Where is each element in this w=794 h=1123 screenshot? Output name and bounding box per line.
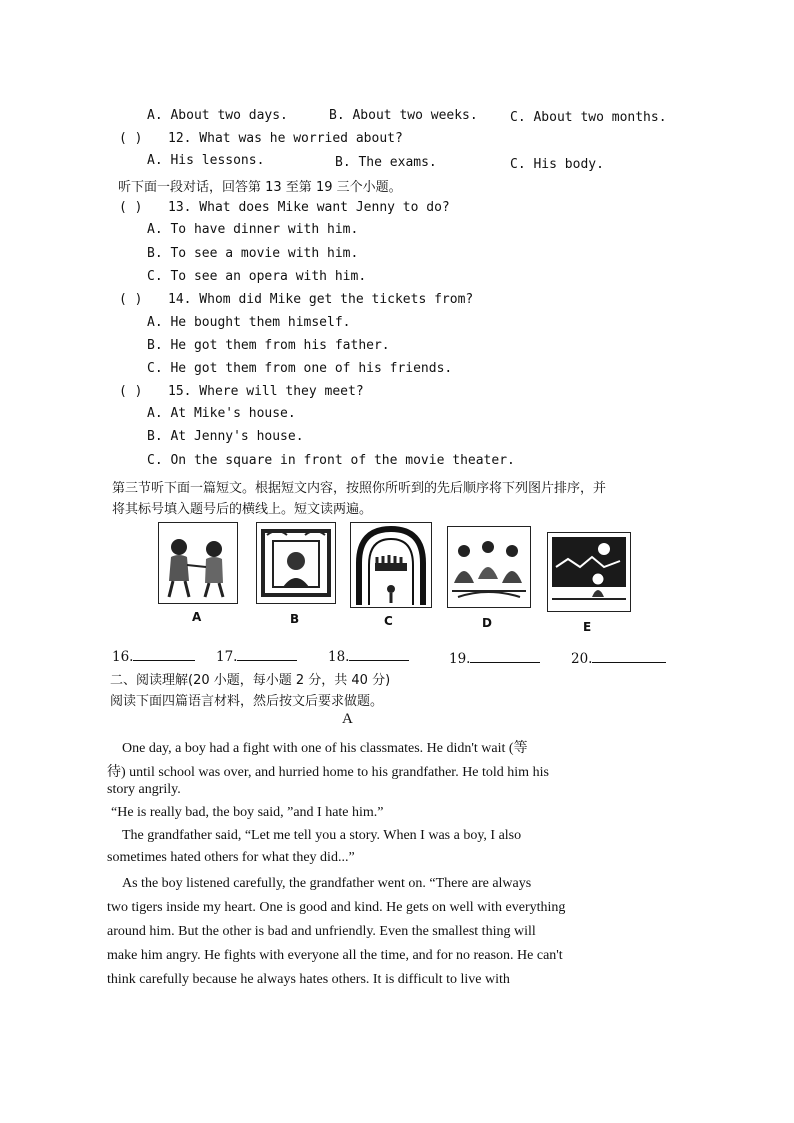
picture-label-d: D — [482, 616, 492, 630]
q11-option-a: A. About two days. — [147, 108, 288, 123]
q13-option-c: C. To see an opera with him. — [147, 269, 367, 284]
q12-option-b: B. The exams. — [335, 155, 437, 170]
q11-option-c: C. About two months. — [510, 110, 667, 125]
passage-line-9: around him. But the other is bad and unfriendly. Even the smallest thing will — [107, 924, 536, 939]
answer-19-blank[interactable] — [470, 650, 540, 663]
section3-instruction-line2: 将其标号填入题号后的横线上。短文读两遍。 — [112, 502, 373, 517]
passage-line-5: The grandfather said, “Let me tell you a story. When I was a boy, I also — [122, 828, 522, 843]
group-of-kids-picture — [447, 526, 531, 608]
answer-17-blank[interactable] — [237, 648, 297, 661]
night-scene-picture — [547, 532, 631, 612]
q14-answer-bracket[interactable]: ( ) — [119, 292, 143, 307]
framed-portrait-picture — [256, 522, 336, 604]
passage-line-3: story angrily. — [107, 782, 181, 797]
answer-20-number: 20. — [571, 651, 593, 667]
q14-option-b: B. He got them from his father. — [147, 338, 390, 353]
answer-16-number: 16. — [112, 649, 134, 665]
q13-question: 13. What does Mike want Jenny to do? — [168, 200, 450, 215]
answer-16-blank[interactable] — [133, 648, 195, 661]
q15-option-c: C. On the square in front of the movie theater. — [147, 453, 515, 468]
picture-label-a: A — [192, 610, 202, 624]
answer-19[interactable] — [449, 650, 540, 667]
q15-option-a: A. At Mike's house. — [147, 406, 296, 421]
q15-answer-bracket[interactable]: ( ) — [119, 384, 143, 399]
passage-title: A — [342, 711, 353, 727]
answer-18-blank[interactable] — [349, 648, 409, 661]
q12-option-c: C. His body. — [510, 157, 604, 172]
q13-answer-bracket[interactable]: ( ) — [119, 200, 143, 215]
q15-question: 15. Where will they meet? — [168, 384, 364, 399]
answer-17[interactable] — [216, 648, 297, 665]
answer-17-number: 17. — [216, 649, 238, 665]
passage-line-1: One day, a boy had a fight with one of his classmates. He didn't wait (等 — [122, 741, 528, 756]
picture-label-c: C — [384, 614, 393, 628]
part2-title: 二、阅读理解(20 小题，每小题 2 分，共 40 分) — [110, 673, 391, 688]
q14-question: 14. Whom did Mike get the tickets from? — [168, 292, 474, 307]
passage-line-8: two tigers inside my heart. One is good and kind. He gets on well with everything — [107, 900, 566, 915]
picture-label-b: B — [290, 612, 300, 626]
answer-18-number: 18. — [328, 649, 350, 665]
part2-instruction: 阅读下面四篇语言材料，然后按文后要求做题。 — [110, 694, 384, 709]
passage-line-2: 待) until school was over, and hurried home to his grandfather. He told him his — [107, 765, 549, 780]
answer-16[interactable] — [112, 648, 195, 665]
q13-option-a: A. To have dinner with him. — [147, 222, 359, 237]
section3-instruction-line1: 第三节听下面一篇短文。根据短文内容，按照你所听到的先后顺序将下列图片排序，并 — [112, 481, 607, 496]
passage-line-4: “He is really bad, the boy said, ”and I hate him.” — [111, 805, 384, 820]
answer-18[interactable] — [328, 648, 409, 665]
q14-option-c: C. He got them from one of his friends. — [147, 361, 453, 376]
q15-option-b: B. At Jenny's house. — [147, 429, 304, 444]
passage-line-11: think carefully because he always hates others. It is difficult to live with — [107, 972, 510, 987]
picture-label-e: E — [583, 620, 592, 634]
answer-20-blank[interactable] — [592, 650, 666, 663]
q14-option-a: A. He bought them himself. — [147, 315, 351, 330]
q12-option-a: A. His lessons. — [147, 153, 265, 168]
two-children-picture — [158, 522, 238, 604]
dialog-instruction: 听下面一段对话，回答第 13 至第 19 三个小题。 — [118, 180, 402, 195]
q13-option-b: B. To see a movie with him. — [147, 246, 359, 261]
arched-gate-picture — [350, 522, 432, 608]
passage-line-10: make him angry. He fights with everyone all the time, and for no reason. He can't — [107, 948, 563, 963]
answer-20[interactable] — [571, 650, 666, 667]
answer-19-number: 19. — [449, 651, 471, 667]
q12-question: 12. What was he worried about? — [168, 131, 403, 146]
passage-line-7: As the boy listened carefully, the grandfather went on. “There are always — [122, 876, 532, 891]
q12-answer-bracket[interactable]: ( ) — [119, 131, 143, 146]
q11-option-b: B. About two weeks. — [329, 108, 478, 123]
passage-line-6: sometimes hated others for what they did...” — [107, 850, 355, 865]
